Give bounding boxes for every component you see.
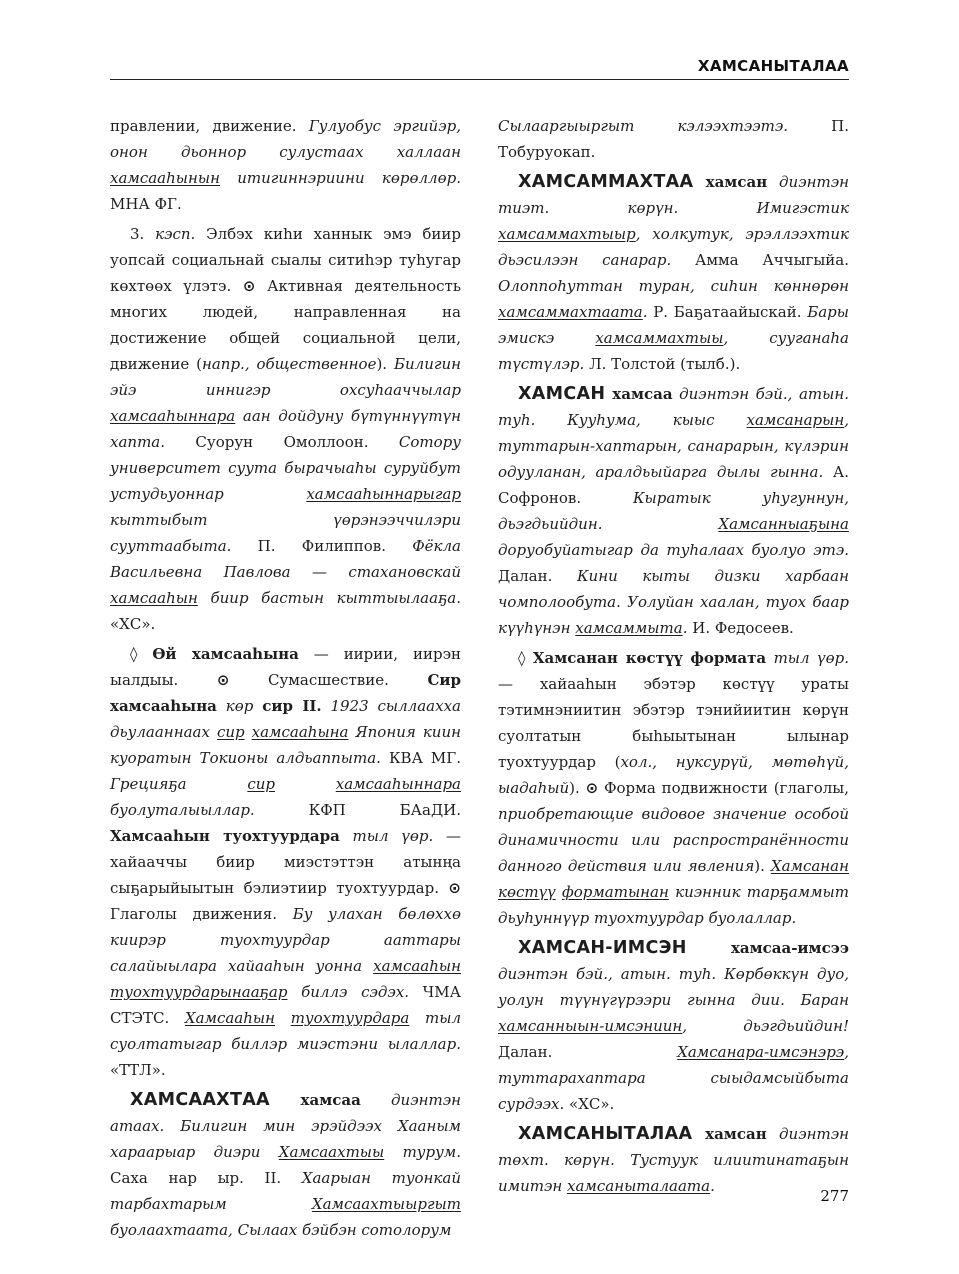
text-run: тыл суолтатыгар биллэр миэстэни ылаллар. xyxy=(110,1009,461,1053)
text-run: Сумасшествие. xyxy=(229,671,428,689)
dictionary-paragraph xyxy=(498,113,849,165)
lemma: Хамсааhын туохтуурдара xyxy=(110,827,340,845)
text-run: . xyxy=(682,619,688,637)
example-word: хамсааhыннарыгар xyxy=(306,485,461,503)
text-run: Сылааргыыргыт кэлээхтээтэ. xyxy=(498,117,789,135)
lemma: хамсаа xyxy=(269,1091,361,1109)
text-run: Сотору университет суута бырачыаhы суруйбут устудьуоннар xyxy=(110,433,461,503)
text-run: Далан. xyxy=(498,567,577,585)
text-run: А. Софронов. xyxy=(498,463,849,507)
example-word: хамсаныталаата xyxy=(567,1177,711,1195)
text-run: Суорун Омоллоон. xyxy=(165,433,399,451)
example-word: хамсаммахтыыр xyxy=(498,225,636,243)
text-run: МНА ФГ. xyxy=(110,195,182,213)
dictionary-paragraph xyxy=(498,1121,849,1199)
text-run: . xyxy=(710,1177,715,1195)
example-word: Хамсанныаҕына xyxy=(718,515,849,533)
text-run: — хайааччы биир миэстэттэн атынңа сыҕарыйыытын бэлиэтиир туохтуурдар. xyxy=(110,827,461,897)
lemma: Өй хамсааhына xyxy=(152,645,299,663)
text-run: кэсп. xyxy=(155,225,196,243)
translation-marker-icon: ⊙ xyxy=(448,879,461,897)
example-word: хамсааhыннара xyxy=(335,775,461,793)
example-word: Хамсанан xyxy=(770,857,849,875)
example-word: Хамсанара-имсэнэрэ xyxy=(677,1043,845,1061)
dictionary-paragraph xyxy=(110,1087,461,1243)
text-run: Япония киин куоратын Токионы алдьаппыта. xyxy=(110,723,461,767)
lemma: хамсан xyxy=(692,1125,767,1143)
text-run: биллэ сэдэх. xyxy=(287,983,410,1001)
example-word: Хамсаахтыы xyxy=(278,1143,385,1161)
text-run: Кини кыты дизки харбаан чомполообута. Уолуйан хаалан, туох баар күүhүнэн xyxy=(498,567,849,637)
text-run: правлении, движение. xyxy=(110,117,309,135)
right-column xyxy=(498,113,849,1203)
example-word: хамсааhын xyxy=(110,589,198,607)
text-run: Амма Аччыгыйа. xyxy=(671,251,850,269)
dictionary-paragraph xyxy=(110,113,461,217)
text-run: 1923 сыллааххa дьулааннаах xyxy=(110,697,461,741)
text-run: КФП БАаДИ. xyxy=(254,801,461,819)
page-number: 277 xyxy=(820,1187,849,1205)
headword: ХАМСАНЫТАЛАА xyxy=(518,1124,693,1144)
text-run: буолаахтаата, Сылаах бэйбэн сотолорум xyxy=(110,1221,452,1239)
lemma: хамсан xyxy=(693,173,768,191)
example-word: хамсанныын-имсэниин xyxy=(498,1017,683,1035)
headword: ХАМСААХТАА xyxy=(130,1090,270,1110)
dictionary-paragraph xyxy=(498,935,849,1117)
text-run: ЧМА СТЭТС. xyxy=(110,983,461,1027)
example-word: хамсаммахтаата xyxy=(498,303,643,321)
headword: ХАМСАН xyxy=(518,384,606,404)
text-run: аан дойдуну бүтүннүүтүн хапта. xyxy=(110,407,461,451)
text-run: «ХС». xyxy=(564,1095,615,1113)
translation-marker-icon: ⊙ xyxy=(242,277,256,295)
text-run: 3. xyxy=(130,225,156,243)
example-word: туохтуурдарынааҕар xyxy=(110,983,288,1001)
lemma: сир II. xyxy=(262,697,322,715)
lemma: хамсаа xyxy=(605,385,673,403)
text-run: диэнтэн атаах. Билигин мин эрэйдээх Хааным хараарыар диэри xyxy=(110,1091,461,1161)
translation-marker-icon: ⊙ xyxy=(216,671,230,689)
text-run: Форма подвижности (глаголы, xyxy=(598,779,850,797)
dictionary-paragraph xyxy=(498,381,849,641)
example-word: Хамсаахтыыргыт xyxy=(311,1195,461,1213)
example-word: туохтуурдара xyxy=(290,1009,410,1027)
text-run: П. Тобуруокап. xyxy=(498,117,849,161)
text-run: , сууганаhа түстүлэр. xyxy=(498,329,850,373)
text-run: Элбэх киhи ханнык эмэ биир уопсай социальнай сыалы ситиhэр туhугар көхтөөх үлэтэ. xyxy=(110,225,461,295)
text-run: , дьэгдьийдин! xyxy=(682,1017,849,1035)
example-word: көстүү xyxy=(498,883,556,901)
text-run: Саха нар ыр. II. xyxy=(110,1169,302,1187)
dictionary-paragraph xyxy=(498,169,849,377)
text-run: ). xyxy=(754,857,771,875)
text-run: Бары эмискэ xyxy=(498,303,849,347)
text-run: — иирии, иирэн ыалдыы. xyxy=(110,645,461,689)
left-column xyxy=(110,113,461,1247)
text-run: «ТТЛ». xyxy=(110,1061,166,1079)
example-word: хамсаммыта xyxy=(575,619,683,637)
text-run: Хаарыан туонкай тарбахтарым xyxy=(110,1169,461,1213)
example-word: хамсанарын xyxy=(746,411,845,429)
example-word: сир xyxy=(247,775,276,793)
text-run: напр., общественное xyxy=(201,355,377,373)
text-run: Билигин эйэ иннигэр охсуhааччылар xyxy=(110,355,461,399)
headword: ХАМСАММАХТАА xyxy=(518,172,694,192)
text-run: ◊ xyxy=(518,649,533,667)
text-run: доруобуйатыгар да туhалаах буолуо этэ. xyxy=(498,541,849,559)
text-run: КВА МГ. xyxy=(380,749,461,767)
text-run: хол., нуксурүй, мөтөhүй, ыадаhый xyxy=(498,753,849,797)
example-word: форматынан xyxy=(561,883,669,901)
example-word: хамсааhына xyxy=(251,723,349,741)
text-run: тыл үөр. xyxy=(339,827,434,845)
text-run: биир бастын кыттыылааҕа. xyxy=(197,589,461,607)
dictionary-paragraph xyxy=(110,221,461,637)
text-run: , туттарахаптара сыыдамсыйбыта сурдээх. xyxy=(498,1043,849,1113)
text-run: диэнтэн бэй., атын. туh. Көрбөккүн дуо, уолун түүнүгүрээри гынна дии. Баран xyxy=(498,965,849,1009)
lemma: Хамсанан көстүү формата xyxy=(532,649,767,667)
text-run: киэнник тарҕаммыт дьуhуннүүр туохтуурдар буолаллар. xyxy=(498,883,849,927)
text-run: , туттарын-хаптарын, санарарын, күлэрин одууланан, аралдьыйарга дылы гынна. xyxy=(498,411,849,481)
dictionary-paragraph xyxy=(110,641,461,1083)
text-run: И. Федосеев. xyxy=(687,619,794,637)
translation-marker-icon: ⊙ xyxy=(585,779,599,797)
lemma: хамсаа-имсээ xyxy=(686,939,849,957)
text-run: Олоппоhуттан туран, сиhин көннөрөн xyxy=(498,277,849,295)
text-run: тыл үөр. xyxy=(766,649,849,667)
text-run: Л. Толстой (тылб.). xyxy=(584,355,741,373)
example-word: сир xyxy=(216,723,245,741)
text-run: ◊ xyxy=(130,645,153,663)
text-run: Гулуобус эргийэр, онон дьоннор сулустаах халлаан xyxy=(110,117,461,161)
text-run xyxy=(275,1009,291,1027)
text-run: диэнтэн төхт. көрүн. Тустуук илиитинатаҕын имитэн xyxy=(498,1125,849,1195)
text-run: приобретающие видовое значение особой динамичности или распространённости данного действия или явления xyxy=(498,805,849,875)
headword: ХАМСАН-ИМСЭН xyxy=(518,938,687,958)
dictionary-paragraph xyxy=(498,645,849,931)
text-run: Фёкла Васильевна Павлова — стахановскай xyxy=(110,537,461,581)
example-word: хамсаммахтыы xyxy=(595,329,724,347)
text-run: буолуталыыллар. xyxy=(110,801,255,819)
text-run: «ХС». xyxy=(110,615,156,633)
text-run: Глаголы движения. xyxy=(110,905,293,923)
running-header-title: ХАМСАНЫТАЛАА xyxy=(697,57,849,75)
example-word: хамсааhын xyxy=(373,957,461,975)
text-run: Бу улахан бөлөххө киирэр туохтуурдар ааттары салайыылара хайааhын уонна xyxy=(110,905,461,975)
text-run: диэнтэн бэй., атын. туh. Кууhума, кыыс xyxy=(498,385,849,429)
header-rule xyxy=(110,79,849,80)
lemma: Сир хамсааhына xyxy=(110,671,461,715)
text-run xyxy=(245,723,252,741)
text-run: П. Филиппов. xyxy=(231,537,413,555)
example-word: хамсааhынын xyxy=(110,169,220,187)
text-run: ). xyxy=(569,779,586,797)
text-run: Кыратык уhугуннун, дьэгдьийдин. xyxy=(498,489,849,533)
text-run: Грецияҕа xyxy=(110,775,248,793)
text-run: ). xyxy=(376,355,394,373)
text-run xyxy=(275,775,336,793)
text-run: — хайааhын эбэтэр көстүү ураты тэтимнэниитин эбэтэр тэнийиитин көрүн суолтатын быhыытынан ылынар туохтуурдар ( xyxy=(498,675,849,771)
text-run: кыттыбыт үөрэнээччилэри сууттаабыта. xyxy=(110,511,461,555)
text-run: турум. xyxy=(384,1143,462,1161)
example-word: хамсааhыннара xyxy=(110,407,236,425)
text-run: Активная деятельность многих людей, направленная на достижение общей социальной цели, движение ( xyxy=(110,277,461,373)
text-run: көр xyxy=(216,697,263,715)
text-run: Р. Баҕатаайыскай. xyxy=(647,303,808,321)
example-word: Хамсааhын xyxy=(184,1009,275,1027)
text-run: Далан. xyxy=(498,1043,678,1061)
text-run: итигиннэриини көрөллөр. xyxy=(219,169,461,187)
text-run: диэнтэн тиэт. көрүн. Имигэстик xyxy=(498,173,849,217)
text-run: , холкутук, эрэллээхтик дьэсилээн санарар. xyxy=(498,225,849,269)
text-run: . xyxy=(642,303,648,321)
